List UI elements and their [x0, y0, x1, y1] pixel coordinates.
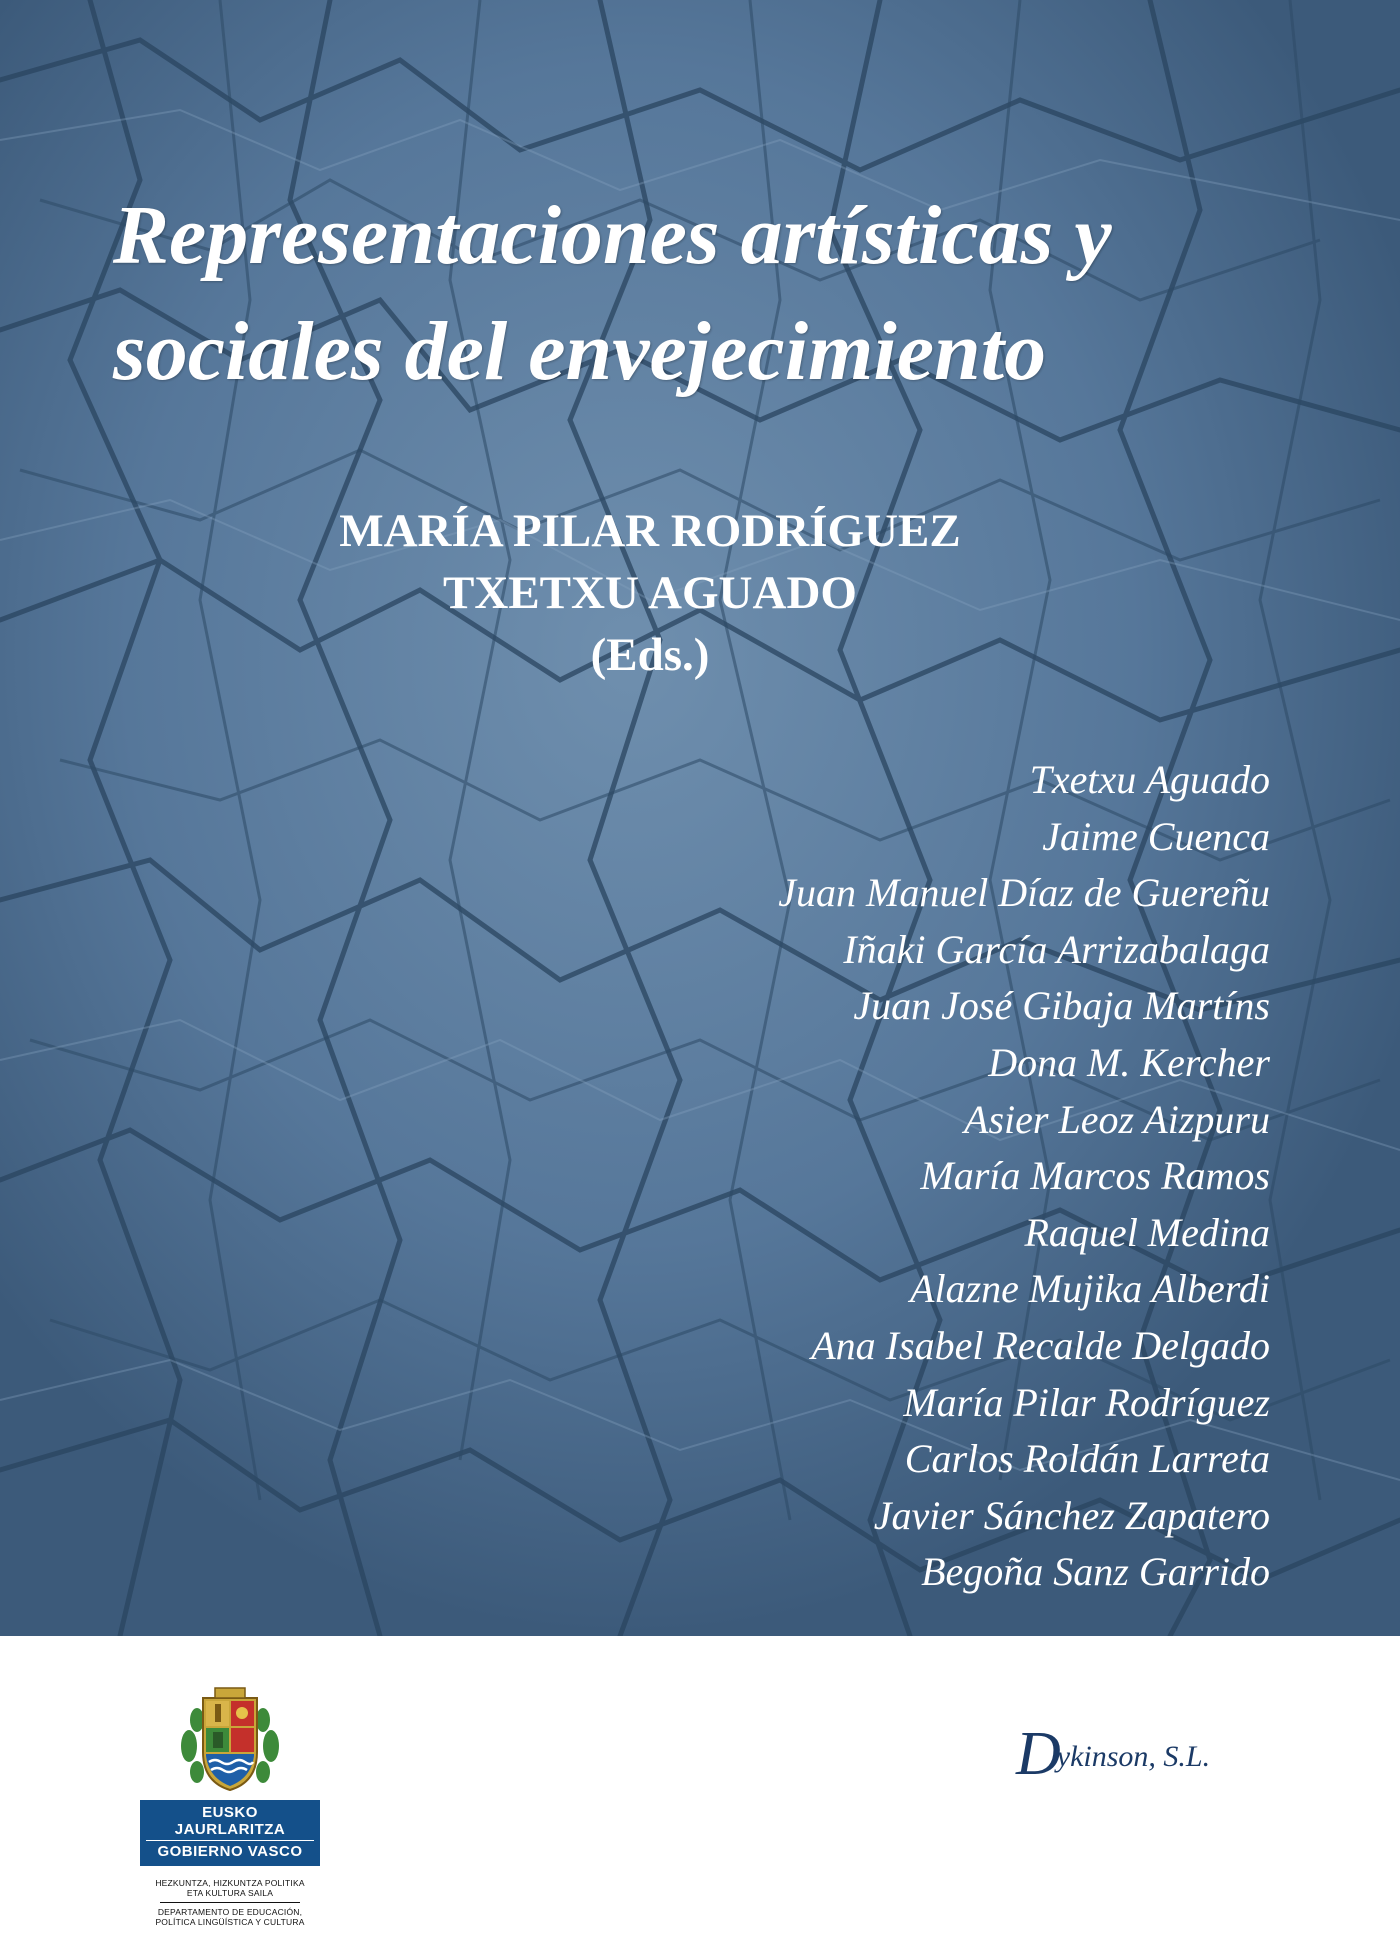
contributor-name: Asier Leoz Aizpuru	[964, 1096, 1270, 1142]
department-basque-line: HEZKUNTZA, HIZKUNTZA POLITIKA	[155, 1878, 305, 1888]
publisher-logo	[1016, 1720, 1211, 1788]
contributor-name: Dona M. Kercher	[988, 1039, 1270, 1085]
department-basque-line: ETA KULTURA SAILA	[186, 1888, 274, 1898]
editors-label: (Eds.)	[590, 629, 710, 681]
book-title	[113, 178, 1353, 410]
basque-government-logo	[140, 1686, 320, 1927]
title-line-1: Representaciones artísticas y	[113, 189, 1112, 282]
contributor-name: Jaime Cuenca	[1042, 813, 1270, 859]
contributor-name: Juan Manuel Díaz de Guereñu	[778, 870, 1270, 916]
government-name-basque: EUSKO JAURLARITZA	[146, 1804, 314, 1841]
contributor-name: Begoña Sanz Garrido	[921, 1549, 1270, 1595]
contributor-name: Carlos Roldán Larreta	[904, 1436, 1270, 1482]
contributors-list	[370, 752, 1270, 1601]
editor-name: MARÍA PILAR RODRÍGUEZ	[339, 505, 961, 557]
contributor-name: Ana Isabel Recalde Delgado	[811, 1322, 1270, 1368]
department-divider	[160, 1902, 300, 1903]
contributor-name: María Pilar Rodríguez	[903, 1379, 1270, 1425]
editors-block	[0, 500, 1400, 686]
publisher-initial: D	[1016, 1720, 1061, 1788]
government-name-spanish: GOBIERNO VASCO	[157, 1843, 303, 1860]
contributor-name: Javier Sánchez Zapatero	[873, 1492, 1270, 1538]
department-name	[140, 1878, 320, 1927]
title-line-2: sociales del envejecimiento	[113, 305, 1047, 398]
contributor-name: Alazne Mujika Alberdi	[910, 1266, 1270, 1312]
contributor-name: Raquel Medina	[1024, 1209, 1270, 1255]
contributor-name: María Marcos Ramos	[920, 1153, 1270, 1199]
editor-name: TXETXU AGUADO	[443, 567, 857, 619]
contributor-name: Txetxu Aguado	[1029, 757, 1270, 802]
government-name-band	[140, 1800, 320, 1866]
department-spanish-line: POLÍTICA LINGÜÍSTICA Y CULTURA	[155, 1917, 305, 1927]
department-spanish-line: DEPARTAMENTO DE EDUCACIÓN,	[157, 1907, 303, 1917]
coat-of-arms-icon	[175, 1686, 285, 1796]
publisher-name: ykinson, S.L.	[1056, 1740, 1211, 1773]
contributor-name: Iñaki García Arrizabalaga	[843, 926, 1270, 972]
cover-footer	[0, 1636, 1400, 1959]
contributor-name: Juan José Gibaja Martíns	[853, 983, 1270, 1029]
